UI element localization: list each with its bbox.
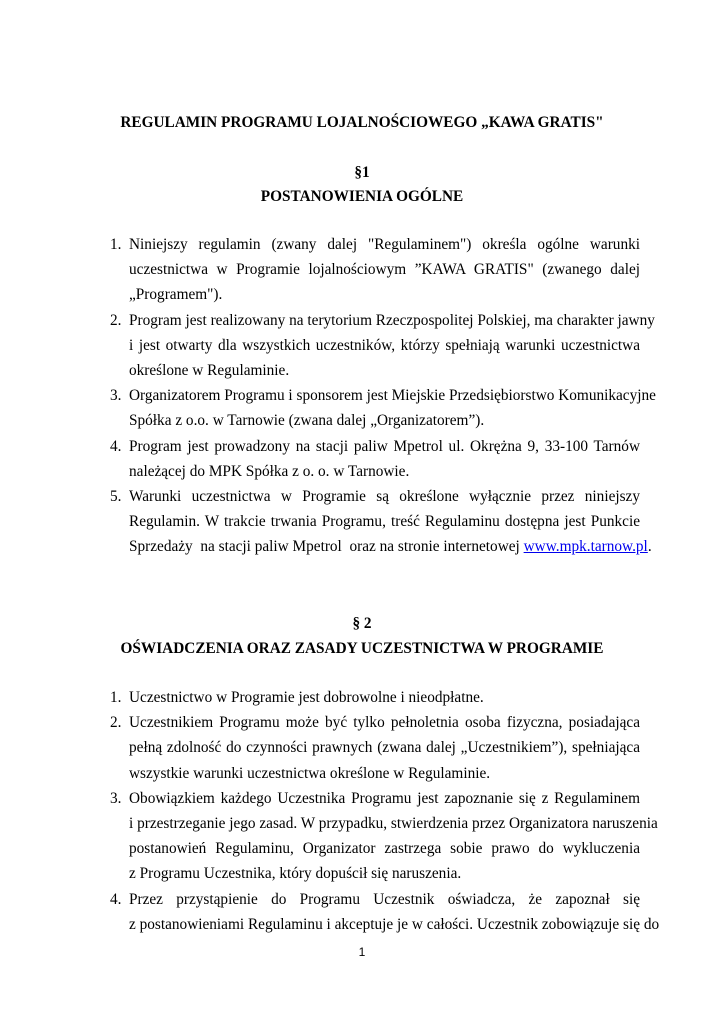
section-1-list [0, 232, 724, 559]
item-number: 3. [110, 387, 122, 405]
item-text-line: wszystkie warunki uczestnictwa określone w Regulaminie. [129, 764, 491, 782]
item-number: 3. [110, 789, 122, 807]
item-text-line: uczestnictwa w Programie lojalnościowym ”KAWA GRATIS" (zwanego dalej [129, 261, 640, 279]
item-text-line: i przestrzeganie jego zasad. W przypadku, stwierdzenia przez Organizatora naruszenia [129, 814, 658, 832]
list-item [0, 434, 724, 484]
item-text-line: Obowiązkiem każdego Uczestnika Programu jest zapoznanie się z Regulaminem [129, 789, 640, 807]
item-text-line: i jest otwarty dla wszystkich uczestników, którzy spełniają warunki uczestnictwa [129, 336, 640, 354]
item-number: 2. [110, 714, 122, 732]
section-1-heading: POSTANOWIENIA OGÓLNE [260, 188, 464, 205]
item-text-line: z postanowieniami Regulaminu i akceptuje je w całości. Uczestnik zobowiązuje się do [129, 915, 660, 933]
item-text-line: Uczestnikiem Programu może być tylko pełnoletnia osoba fizyczna, posiadająca [129, 714, 640, 732]
list-item [0, 786, 724, 887]
item-text-line: „Programem"). [129, 286, 223, 304]
item-text-line: z Programu Uczestnika, który dopuścił się naruszenia. [129, 865, 462, 883]
item-text-line: pełną zdolność do czynności prawnych (zwana dalej „Uczestnikiem”), spełniająca [129, 739, 640, 757]
document-title: REGULAMIN PROGRAMU LOJALNOŚCIOWEGO „KAWA GRATIS" [120, 114, 604, 131]
item-text-line: Przez przystąpienie do Programu Uczestnik oświadcza, że zapoznał się [129, 890, 640, 908]
item-text-line: Program jest prowadzony na stacji paliw Mpetrol ul. Okrężna 9, 33-100 Tarnów [129, 437, 640, 455]
item-text: Sprzedaży na stacji paliw Mpetrol oraz na stronie internetowej [129, 538, 524, 556]
list-item [0, 710, 724, 786]
section-2-number: § 2 [352, 615, 372, 632]
list-item [0, 383, 724, 433]
item-number: 5. [110, 487, 122, 505]
list-item [0, 232, 724, 308]
list-item [0, 685, 724, 710]
list-item [0, 887, 724, 937]
item-text-line: postanowień Regulaminu, Organizator zastrzega sobie prawo do wykluczenia [129, 840, 640, 858]
item-number: 1. [110, 236, 122, 253]
section-2-heading: OŚWIADCZENIA ORAZ ZASADY UCZESTNICTWA W PROGRAMIE [120, 640, 604, 657]
page-number: 1 [358, 945, 366, 959]
item-text-line: Program jest realizowany na terytorium Rzeczpospolitej Polskiej, ma charakter jawny [129, 311, 655, 329]
item-number: 2. [110, 311, 122, 329]
item-text-line: Uczestnictwo w Programie jest dobrowolne i nieodpłatne. [129, 689, 484, 706]
item-text-end: . [647, 538, 652, 556]
list-item [0, 308, 724, 384]
item-text-line: Spółka z o.o. w Tarnowie (zwana dalej „Organizatorem”). [129, 412, 485, 430]
section-2-list [0, 685, 724, 937]
item-number: 1. [110, 689, 122, 706]
item-text-line: Regulamin. W trakcie trwania Programu, treść Regulaminu dostępna jest Punkcie [129, 513, 640, 531]
item-text-line: Niniejszy regulamin (zwany dalej "Regulaminem") określa ogólne warunki [129, 236, 640, 253]
item-text-line: Warunki uczestnictwa w Programie są określone wyłącznie przez niniejszy [129, 487, 640, 505]
section-1-number: §1 [354, 164, 370, 181]
item-number: 4. [110, 890, 122, 908]
item-number: 4. [110, 437, 122, 455]
item-text-line: Organizatorem Programu i sponsorem jest Miejskie Przedsiębiorstwo Komunikacyjne [129, 387, 656, 405]
item-text-line [129, 534, 652, 559]
item-text-line: należącej do MPK Spółka z o. o. w Tarnowie. [129, 462, 410, 480]
list-item [0, 484, 724, 560]
item-text-line: określone w Regulaminie. [129, 361, 290, 379]
website-link[interactable]: www.mpk.tarnow.pl [523, 538, 648, 556]
